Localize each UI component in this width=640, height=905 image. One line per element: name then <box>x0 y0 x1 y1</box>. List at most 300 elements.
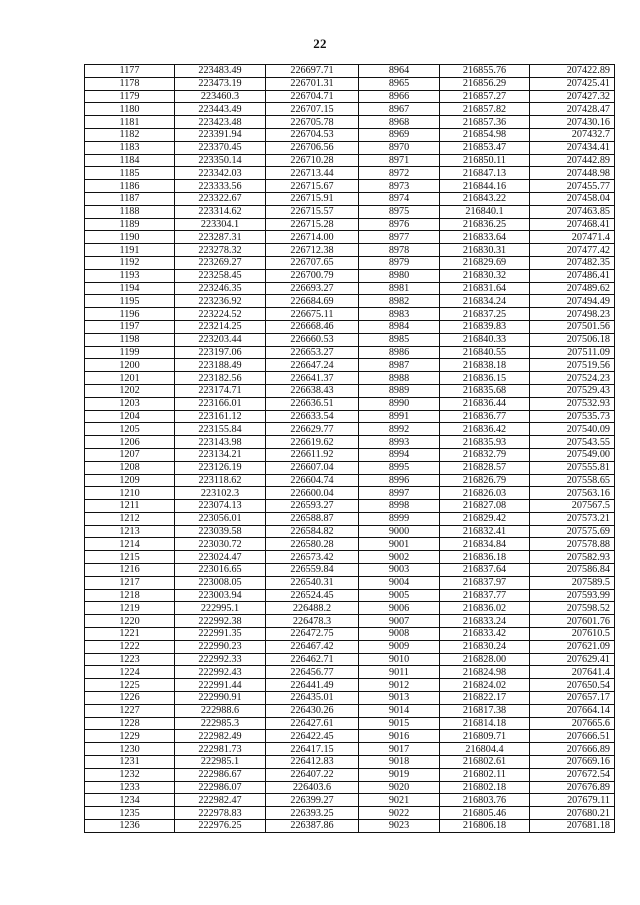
coord-x-left-cell: 223278.32 <box>175 244 266 257</box>
point-number-left-cell: 1232 <box>85 768 175 781</box>
coord-y-right-cell: 207676.89 <box>530 781 615 794</box>
table-row <box>85 77 615 90</box>
coord-y-right-cell: 207664.14 <box>530 704 615 717</box>
point-number-left-cell: 1208 <box>85 461 175 474</box>
coord-y-left-cell: 226600.04 <box>266 487 359 500</box>
table-row <box>85 90 615 103</box>
coord-y-right-cell: 207650.54 <box>530 679 615 692</box>
coord-x-left-cell: 223030.72 <box>175 538 266 551</box>
point-number-left-cell: 1217 <box>85 576 175 589</box>
point-number-right-cell: 8996 <box>359 474 440 487</box>
coord-x-left-cell: 223391.94 <box>175 128 266 141</box>
coord-y-left-cell: 226715.28 <box>266 218 359 231</box>
coord-y-left-cell: 226478.3 <box>266 615 359 628</box>
coord-y-left-cell: 226593.27 <box>266 500 359 513</box>
table-row <box>85 743 615 756</box>
coord-x-left-cell: 223126.19 <box>175 461 266 474</box>
coord-x-right-cell: 216837.64 <box>440 564 530 577</box>
point-number-left-cell: 1177 <box>85 65 175 78</box>
coord-y-left-cell: 226456.77 <box>266 666 359 679</box>
coord-x-right-cell: 216844.16 <box>440 180 530 193</box>
point-number-right-cell: 9002 <box>359 551 440 564</box>
coord-x-right-cell: 216817.38 <box>440 704 530 717</box>
point-number-left-cell: 1197 <box>85 320 175 333</box>
table-row <box>85 372 615 385</box>
table-row <box>85 116 615 129</box>
coord-x-left-cell: 223056.01 <box>175 512 266 525</box>
coord-x-right-cell: 216824.02 <box>440 679 530 692</box>
coord-y-right-cell: 207532.93 <box>530 397 615 410</box>
point-number-left-cell: 1183 <box>85 141 175 154</box>
point-number-left-cell: 1179 <box>85 90 175 103</box>
coord-y-left-cell: 226488.2 <box>266 602 359 615</box>
coord-y-left-cell: 226573.42 <box>266 551 359 564</box>
point-number-left-cell: 1203 <box>85 397 175 410</box>
coord-x-right-cell: 216839.83 <box>440 320 530 333</box>
coord-y-right-cell: 207489.62 <box>530 282 615 295</box>
point-number-left-cell: 1235 <box>85 807 175 820</box>
coord-y-right-cell: 207601.76 <box>530 615 615 628</box>
table-row <box>85 180 615 193</box>
point-number-left-cell: 1224 <box>85 666 175 679</box>
point-number-right-cell: 8986 <box>359 346 440 359</box>
coord-x-right-cell: 216836.02 <box>440 602 530 615</box>
table-row <box>85 487 615 500</box>
coord-y-right-cell: 207540.09 <box>530 423 615 436</box>
table-row <box>85 423 615 436</box>
table-row <box>85 320 615 333</box>
point-number-left-cell: 1218 <box>85 589 175 602</box>
table-row <box>85 205 615 218</box>
point-number-left-cell: 1209 <box>85 474 175 487</box>
point-number-left-cell: 1216 <box>85 564 175 577</box>
table-row <box>85 640 615 653</box>
coord-y-right-cell: 207578.88 <box>530 538 615 551</box>
coord-x-left-cell: 223003.94 <box>175 589 266 602</box>
coord-x-right-cell: 216856.29 <box>440 77 530 90</box>
coord-x-right-cell: 216833.42 <box>440 628 530 641</box>
coord-x-right-cell: 216834.84 <box>440 538 530 551</box>
coord-y-right-cell: 207666.51 <box>530 730 615 743</box>
table-row <box>85 525 615 538</box>
table-row <box>85 231 615 244</box>
point-number-left-cell: 1233 <box>85 781 175 794</box>
point-number-right-cell: 8994 <box>359 448 440 461</box>
point-number-left-cell: 1236 <box>85 820 175 833</box>
coord-x-left-cell: 223443.49 <box>175 103 266 116</box>
point-number-right-cell: 8974 <box>359 192 440 205</box>
point-number-right-cell: 8975 <box>359 205 440 218</box>
coord-x-left-cell: 222981.73 <box>175 743 266 756</box>
point-number-left-cell: 1196 <box>85 308 175 321</box>
table-row <box>85 269 615 282</box>
coord-x-right-cell: 216835.93 <box>440 436 530 449</box>
point-number-right-cell: 8965 <box>359 77 440 90</box>
coord-x-left-cell: 222988.6 <box>175 704 266 717</box>
coord-y-left-cell: 226472.75 <box>266 628 359 641</box>
coord-y-left-cell: 226462.71 <box>266 653 359 666</box>
table-row <box>85 218 615 231</box>
table-row <box>85 512 615 525</box>
point-number-right-cell: 9014 <box>359 704 440 717</box>
point-number-right-cell: 9013 <box>359 692 440 705</box>
point-number-left-cell: 1225 <box>85 679 175 692</box>
coord-x-left-cell: 223287.31 <box>175 231 266 244</box>
point-number-right-cell: 8983 <box>359 308 440 321</box>
table-row <box>85 474 615 487</box>
point-number-left-cell: 1222 <box>85 640 175 653</box>
coord-y-right-cell: 207524.23 <box>530 372 615 385</box>
coord-x-left-cell: 222986.67 <box>175 768 266 781</box>
coord-x-left-cell: 222978.83 <box>175 807 266 820</box>
table-row <box>85 794 615 807</box>
coord-y-left-cell: 226430.26 <box>266 704 359 717</box>
point-number-right-cell: 9015 <box>359 717 440 730</box>
point-number-left-cell: 1201 <box>85 372 175 385</box>
point-number-left-cell: 1226 <box>85 692 175 705</box>
coord-y-left-cell: 226407.22 <box>266 768 359 781</box>
point-number-right-cell: 9010 <box>359 653 440 666</box>
point-number-left-cell: 1193 <box>85 269 175 282</box>
coord-y-left-cell: 226399.27 <box>266 794 359 807</box>
point-number-left-cell: 1212 <box>85 512 175 525</box>
coord-x-right-cell: 216832.79 <box>440 448 530 461</box>
point-number-left-cell: 1189 <box>85 218 175 231</box>
coord-x-left-cell: 222976.25 <box>175 820 266 833</box>
coord-y-right-cell: 207442.89 <box>530 154 615 167</box>
point-number-right-cell: 8971 <box>359 154 440 167</box>
point-number-left-cell: 1182 <box>85 128 175 141</box>
point-number-right-cell: 9008 <box>359 628 440 641</box>
table-row <box>85 768 615 781</box>
coord-x-right-cell: 216802.11 <box>440 768 530 781</box>
table-row <box>85 653 615 666</box>
point-number-left-cell: 1206 <box>85 436 175 449</box>
table-row <box>85 666 615 679</box>
coord-x-left-cell: 223182.56 <box>175 372 266 385</box>
point-number-left-cell: 1198 <box>85 333 175 346</box>
coord-x-right-cell: 216830.31 <box>440 244 530 257</box>
coord-x-left-cell: 222985.1 <box>175 756 266 769</box>
coord-x-right-cell: 216826.79 <box>440 474 530 487</box>
point-number-right-cell: 8985 <box>359 333 440 346</box>
point-number-right-cell: 8977 <box>359 231 440 244</box>
coord-x-left-cell: 223314.62 <box>175 205 266 218</box>
coordinates-table <box>84 64 615 833</box>
point-number-right-cell: 9017 <box>359 743 440 756</box>
coord-x-left-cell: 223074.13 <box>175 500 266 513</box>
coord-y-right-cell: 207672.54 <box>530 768 615 781</box>
table-row <box>85 615 615 628</box>
coord-x-right-cell: 216829.69 <box>440 256 530 269</box>
coord-x-right-cell: 216836.15 <box>440 372 530 385</box>
coord-x-left-cell: 223473.19 <box>175 77 266 90</box>
coord-x-right-cell: 216828.57 <box>440 461 530 474</box>
table-row <box>85 308 615 321</box>
table-row <box>85 333 615 346</box>
coord-x-left-cell: 223333.56 <box>175 180 266 193</box>
coord-y-left-cell: 226704.53 <box>266 128 359 141</box>
coord-y-right-cell: 207458.04 <box>530 192 615 205</box>
coord-x-right-cell: 216836.25 <box>440 218 530 231</box>
point-number-right-cell: 8995 <box>359 461 440 474</box>
point-number-right-cell: 8976 <box>359 218 440 231</box>
coord-x-left-cell: 223039.58 <box>175 525 266 538</box>
coord-y-right-cell: 207506.18 <box>530 333 615 346</box>
coord-x-left-cell: 222985.3 <box>175 717 266 730</box>
coord-x-left-cell: 223214.25 <box>175 320 266 333</box>
point-number-left-cell: 1229 <box>85 730 175 743</box>
coord-y-right-cell: 207621.09 <box>530 640 615 653</box>
coord-y-right-cell: 207549.00 <box>530 448 615 461</box>
point-number-left-cell: 1186 <box>85 180 175 193</box>
point-number-right-cell: 9007 <box>359 615 440 628</box>
coord-x-right-cell: 216840.33 <box>440 333 530 346</box>
coord-y-left-cell: 226607.04 <box>266 461 359 474</box>
coord-y-right-cell: 207575.69 <box>530 525 615 538</box>
coord-y-right-cell: 207563.16 <box>530 487 615 500</box>
coord-x-right-cell: 216857.27 <box>440 90 530 103</box>
coord-y-left-cell: 226707.65 <box>266 256 359 269</box>
coord-x-left-cell: 223155.84 <box>175 423 266 436</box>
table-row <box>85 692 615 705</box>
coord-x-left-cell: 222990.91 <box>175 692 266 705</box>
coord-y-right-cell: 207535.73 <box>530 410 615 423</box>
table-row <box>85 154 615 167</box>
point-number-right-cell: 9022 <box>359 807 440 820</box>
table-row <box>85 244 615 257</box>
coord-y-right-cell: 207558.65 <box>530 474 615 487</box>
point-number-right-cell: 9012 <box>359 679 440 692</box>
point-number-right-cell: 8987 <box>359 359 440 372</box>
point-number-left-cell: 1207 <box>85 448 175 461</box>
point-number-left-cell: 1214 <box>85 538 175 551</box>
coord-x-left-cell: 223008.05 <box>175 576 266 589</box>
point-number-right-cell: 9021 <box>359 794 440 807</box>
coord-y-left-cell: 226697.71 <box>266 65 359 78</box>
coord-y-left-cell: 226524.45 <box>266 589 359 602</box>
coord-y-left-cell: 226412.83 <box>266 756 359 769</box>
point-number-right-cell: 8978 <box>359 244 440 257</box>
table-row <box>85 436 615 449</box>
coord-y-left-cell: 226714.00 <box>266 231 359 244</box>
coord-x-left-cell: 222992.38 <box>175 615 266 628</box>
coord-y-right-cell: 207589.5 <box>530 576 615 589</box>
coord-y-right-cell: 207555.81 <box>530 461 615 474</box>
coord-y-right-cell: 207665.6 <box>530 717 615 730</box>
coord-x-left-cell: 223370.45 <box>175 141 266 154</box>
coord-x-right-cell: 216840.55 <box>440 346 530 359</box>
coord-x-right-cell: 216829.42 <box>440 512 530 525</box>
coord-y-right-cell: 207679.11 <box>530 794 615 807</box>
coord-x-left-cell: 222992.43 <box>175 666 266 679</box>
coord-y-left-cell: 226710.28 <box>266 154 359 167</box>
point-number-left-cell: 1213 <box>85 525 175 538</box>
coord-y-right-cell: 207669.16 <box>530 756 615 769</box>
point-number-right-cell: 8999 <box>359 512 440 525</box>
coord-x-right-cell: 216837.77 <box>440 589 530 602</box>
point-number-right-cell: 9005 <box>359 589 440 602</box>
point-number-left-cell: 1221 <box>85 628 175 641</box>
point-number-right-cell: 9016 <box>359 730 440 743</box>
table-row <box>85 256 615 269</box>
coord-y-left-cell: 226417.15 <box>266 743 359 756</box>
coord-y-right-cell: 207641.4 <box>530 666 615 679</box>
coord-x-right-cell: 216857.82 <box>440 103 530 116</box>
coord-y-right-cell: 207629.41 <box>530 653 615 666</box>
table-row <box>85 397 615 410</box>
coord-x-left-cell: 222982.47 <box>175 794 266 807</box>
coord-x-left-cell: 223342.03 <box>175 167 266 180</box>
point-number-left-cell: 1202 <box>85 384 175 397</box>
point-number-right-cell: 9001 <box>359 538 440 551</box>
coord-x-right-cell: 216802.61 <box>440 756 530 769</box>
point-number-left-cell: 1231 <box>85 756 175 769</box>
coord-x-left-cell: 223269.27 <box>175 256 266 269</box>
coord-x-left-cell: 222991.44 <box>175 679 266 692</box>
point-number-left-cell: 1211 <box>85 500 175 513</box>
point-number-right-cell: 8991 <box>359 410 440 423</box>
coord-x-left-cell: 223203.44 <box>175 333 266 346</box>
coord-y-right-cell: 207477.42 <box>530 244 615 257</box>
table-row <box>85 628 615 641</box>
point-number-right-cell: 8964 <box>359 65 440 78</box>
coord-y-right-cell: 207422.89 <box>530 65 615 78</box>
point-number-right-cell: 9003 <box>359 564 440 577</box>
table-row <box>85 128 615 141</box>
coord-x-left-cell: 222990.23 <box>175 640 266 653</box>
coord-y-right-cell: 207463.85 <box>530 205 615 218</box>
coord-y-right-cell: 207427.32 <box>530 90 615 103</box>
point-number-right-cell: 9006 <box>359 602 440 615</box>
coord-x-right-cell: 216822.17 <box>440 692 530 705</box>
table-row <box>85 410 615 423</box>
coord-x-right-cell: 216837.25 <box>440 308 530 321</box>
coord-x-left-cell: 223166.01 <box>175 397 266 410</box>
coord-x-left-cell: 223016.65 <box>175 564 266 577</box>
point-number-left-cell: 1228 <box>85 717 175 730</box>
point-number-left-cell: 1180 <box>85 103 175 116</box>
coord-y-left-cell: 226611.92 <box>266 448 359 461</box>
coord-y-left-cell: 226638.43 <box>266 384 359 397</box>
coord-y-left-cell: 226715.67 <box>266 180 359 193</box>
coord-y-right-cell: 207468.41 <box>530 218 615 231</box>
coord-y-left-cell: 226706.56 <box>266 141 359 154</box>
coord-y-right-cell: 207498.23 <box>530 308 615 321</box>
coord-y-right-cell: 207681.18 <box>530 820 615 833</box>
coord-x-right-cell: 216828.00 <box>440 653 530 666</box>
table-row <box>85 576 615 589</box>
point-number-left-cell: 1190 <box>85 231 175 244</box>
coord-x-left-cell: 223350.14 <box>175 154 266 167</box>
point-number-left-cell: 1223 <box>85 653 175 666</box>
coord-y-right-cell: 207448.98 <box>530 167 615 180</box>
coord-x-right-cell: 216835.68 <box>440 384 530 397</box>
coord-y-left-cell: 226403.6 <box>266 781 359 794</box>
point-number-left-cell: 1220 <box>85 615 175 628</box>
coord-y-left-cell: 226580.28 <box>266 538 359 551</box>
table-row <box>85 538 615 551</box>
coord-y-left-cell: 226693.27 <box>266 282 359 295</box>
coord-x-left-cell: 223161.12 <box>175 410 266 423</box>
coord-x-left-cell: 223236.92 <box>175 295 266 308</box>
coord-y-right-cell: 207586.84 <box>530 564 615 577</box>
point-number-right-cell: 9004 <box>359 576 440 589</box>
coord-x-right-cell: 216857.36 <box>440 116 530 129</box>
coord-y-right-cell: 207666.89 <box>530 743 615 756</box>
table-row <box>85 346 615 359</box>
coord-x-right-cell: 216854.98 <box>440 128 530 141</box>
table-row <box>85 781 615 794</box>
coord-y-right-cell: 207471.4 <box>530 231 615 244</box>
coord-y-left-cell: 226684.69 <box>266 295 359 308</box>
coord-y-left-cell: 226641.37 <box>266 372 359 385</box>
point-number-right-cell: 8988 <box>359 372 440 385</box>
table-row <box>85 461 615 474</box>
table-row <box>85 679 615 692</box>
coord-x-right-cell: 216830.24 <box>440 640 530 653</box>
coord-x-left-cell: 223483.49 <box>175 65 266 78</box>
coord-x-right-cell: 216831.64 <box>440 282 530 295</box>
coord-y-right-cell: 207519.56 <box>530 359 615 372</box>
point-number-right-cell: 8968 <box>359 116 440 129</box>
coord-x-right-cell: 216833.64 <box>440 231 530 244</box>
coord-y-right-cell: 207425.41 <box>530 77 615 90</box>
coord-y-left-cell: 226715.57 <box>266 205 359 218</box>
point-number-right-cell: 9011 <box>359 666 440 679</box>
point-number-left-cell: 1178 <box>85 77 175 90</box>
coord-x-right-cell: 216806.18 <box>440 820 530 833</box>
coord-y-left-cell: 226633.54 <box>266 410 359 423</box>
coord-y-left-cell: 226584.82 <box>266 525 359 538</box>
coord-x-left-cell: 222992.33 <box>175 653 266 666</box>
coord-x-right-cell: 216836.42 <box>440 423 530 436</box>
point-number-right-cell: 8997 <box>359 487 440 500</box>
coord-x-left-cell: 223102.3 <box>175 487 266 500</box>
coord-x-left-cell: 223174.71 <box>175 384 266 397</box>
point-number-left-cell: 1192 <box>85 256 175 269</box>
coord-y-left-cell: 226705.78 <box>266 116 359 129</box>
coord-y-right-cell: 207428.47 <box>530 103 615 116</box>
coord-x-right-cell: 216805.46 <box>440 807 530 820</box>
point-number-right-cell: 8966 <box>359 90 440 103</box>
coord-x-left-cell: 223143.98 <box>175 436 266 449</box>
coord-y-left-cell: 226647.24 <box>266 359 359 372</box>
coord-x-left-cell: 223197.06 <box>175 346 266 359</box>
coord-x-left-cell: 223460.3 <box>175 90 266 103</box>
coord-y-right-cell: 207610.5 <box>530 628 615 641</box>
point-number-right-cell: 8992 <box>359 423 440 436</box>
table-row <box>85 564 615 577</box>
point-number-right-cell: 8980 <box>359 269 440 282</box>
table-row <box>85 192 615 205</box>
coord-x-right-cell: 216836.44 <box>440 397 530 410</box>
coord-x-left-cell: 223258.45 <box>175 269 266 282</box>
coord-y-left-cell: 226422.45 <box>266 730 359 743</box>
table-row <box>85 167 615 180</box>
coord-y-left-cell: 226713.44 <box>266 167 359 180</box>
point-number-right-cell: 8972 <box>359 167 440 180</box>
table-row <box>85 602 615 615</box>
coord-x-right-cell: 216803.76 <box>440 794 530 807</box>
point-number-left-cell: 1185 <box>85 167 175 180</box>
coord-x-left-cell: 223304.1 <box>175 218 266 231</box>
point-number-right-cell: 9020 <box>359 781 440 794</box>
coord-y-right-cell: 207529.43 <box>530 384 615 397</box>
coord-y-left-cell: 226653.27 <box>266 346 359 359</box>
table-row <box>85 282 615 295</box>
coord-x-right-cell: 216836.77 <box>440 410 530 423</box>
